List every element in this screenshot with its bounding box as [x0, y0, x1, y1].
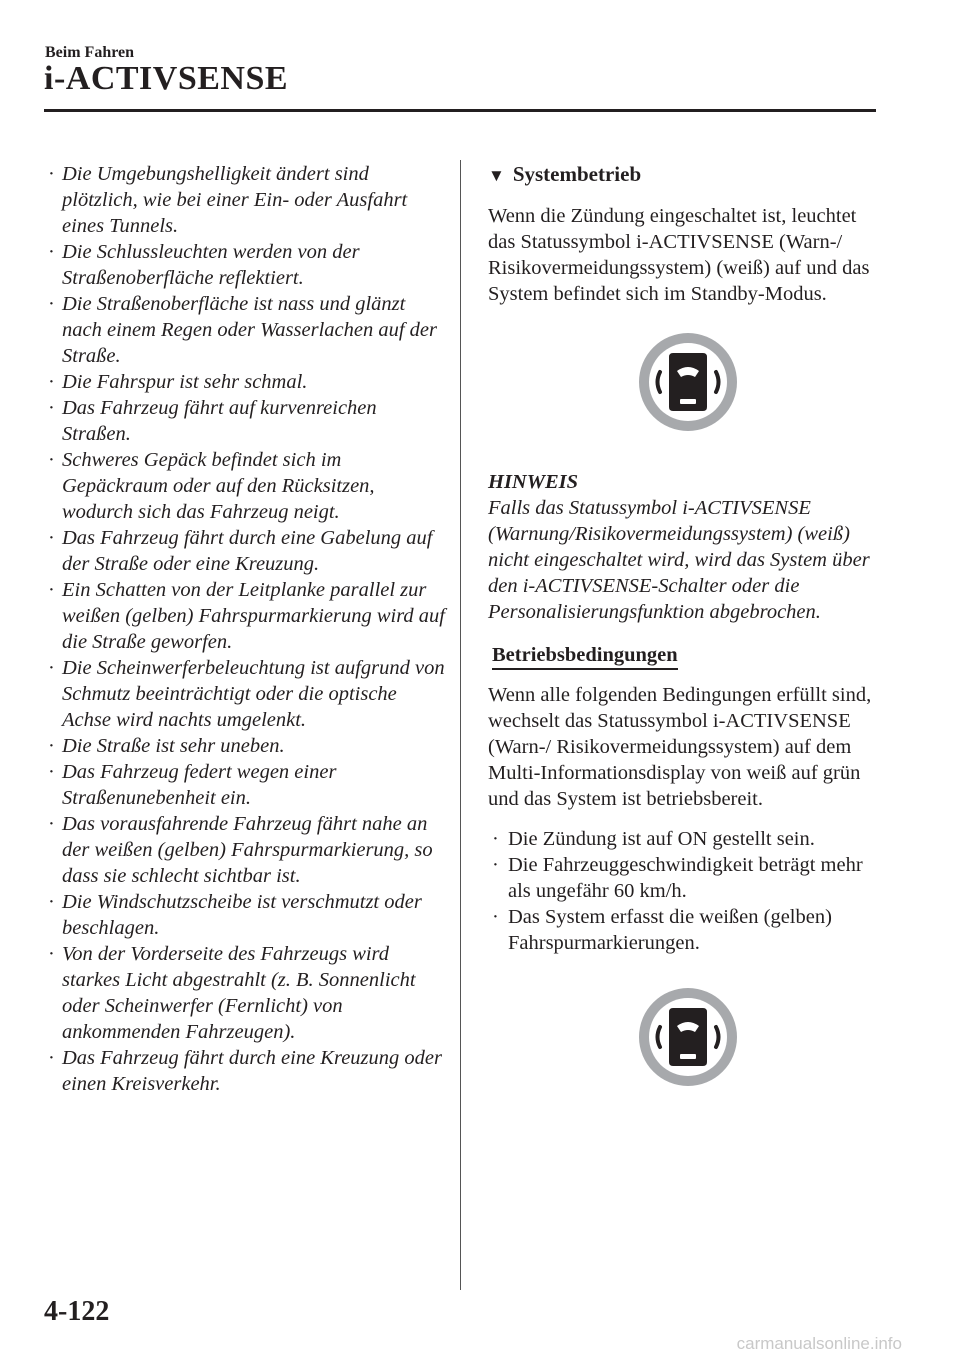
list-item: · Das System erfasst die weißen (gelben) Fahrspurmarkierungen. — [492, 906, 832, 954]
right-column — [488, 161, 888, 1092]
subheading-systembetrieb: ▼ Systembetrieb — [488, 162, 642, 186]
i-activsense-status-icon — [633, 327, 743, 437]
page-number: 4-122 — [44, 1296, 110, 1327]
list-item: · Die Straßenoberfläche ist nass und glänzt nach einem Regen oder Wasserlachen auf der Straße. — [48, 293, 437, 367]
list-item: · Die Fahrspur ist sehr schmal. — [48, 371, 308, 393]
intro-paragraph: Wenn die Zündung eingeschaltet ist, leuchtet das Statussymbol i-ACTIVSENSE (Warn-/ Risikovermeidungssystem) (weiß) auf und das System befindet sich im Standby-Modus. — [488, 205, 870, 305]
list-item: · Das vorausfahrende Fahrzeug fährt nahe an der weißen (gelben) Fahrspurmarkierung, so dass sie schlecht sichtbar ist. — [48, 813, 433, 887]
conditions-intro: Wenn alle folgenden Bedingungen erfüllt sind, wechselt das Statussymbol i-ACTIVSENSE (Warn-/ Risikovermeidungssystem) auf dem Multi-Informationsdisplay von weiß auf grün und das System ist betriebsbereit. — [488, 684, 872, 810]
note-text: Falls das Statussymbol i-ACTIVSENSE (Warnung/Risikovermeidungssystem) (weiß) nicht eingeschaltet wird, wird das System über den i-ACTIVSENSE-Schalter oder die Personalisierungsfunktion abgebrochen. — [488, 497, 870, 623]
list-item: · Die Umgebungshelligkeit ändert sind plötzlich, wie bei einer Ein- oder Ausfahrt eines Tunnels. — [48, 163, 408, 237]
list-item: · Die Schlussleuchten werden von der Straßenoberfläche reflektiert. — [48, 241, 360, 289]
list-item: · Die Scheinwerferbeleuchtung ist aufgrund von Schmutz beeinträchtigt oder die optische Achse wird nachts umgelenkt. — [48, 657, 445, 731]
left-column — [48, 161, 448, 1097]
list-item: · Das Fahrzeug fährt auf kurvenreichen Straßen. — [48, 397, 377, 445]
section-label: Beim Fahren — [45, 44, 135, 61]
status-icon-standby — [488, 327, 888, 437]
list-item: · Das Fahrzeug fährt durch eine Gabelung auf der Straße oder eine Kreuzung. — [48, 527, 433, 575]
list-item: · Die Zündung ist auf ON gestellt sein. — [492, 828, 815, 850]
note-title: HINWEIS — [488, 471, 579, 493]
status-icon-active — [488, 982, 888, 1092]
conditions-list — [488, 826, 888, 956]
i-activsense-status-icon — [633, 982, 743, 1092]
list-item: · Das Fahrzeug fährt durch eine Kreuzung oder einen Kreisverkehr. — [48, 1047, 442, 1095]
list-item: · Von der Vorderseite des Fahrzeugs wird starkes Licht abgestrahlt (z. B. Sonnenlicht oder Scheinwerfer (Fernlicht) von ankommenden Fahrzeugen). — [48, 943, 416, 1043]
list-item: · Die Fahrzeuggeschwindigkeit beträgt mehr als ungefähr 60 km/h. — [492, 854, 863, 902]
chapter-title: i-ACTIVSENSE — [44, 60, 289, 97]
conditions-heading: Betriebsbedingungen — [492, 643, 678, 670]
list-item: · Schweres Gepäck befindet sich im Gepäckraum oder auf den Rücksitzen, wodurch sich das Fahrzeug neigt. — [48, 449, 375, 523]
triangle-down-icon: ▼ — [488, 166, 505, 185]
list-item: · Ein Schatten von der Leitplanke parallel zur weißen (gelben) Fahrspurmarkierung wird auf die Straße geworfen. — [48, 579, 446, 653]
watermark: carmanualsonline.info — [736, 1334, 902, 1353]
header-rule — [44, 109, 876, 112]
list-item: · Die Windschutzscheibe ist verschmutzt oder beschlagen. — [48, 891, 422, 939]
column-divider — [460, 160, 461, 1290]
list-item: · Die Straße ist sehr uneben. — [48, 735, 285, 757]
list-item: · Das Fahrzeug federt wegen einer Straßenunebenheit ein. — [48, 761, 337, 809]
